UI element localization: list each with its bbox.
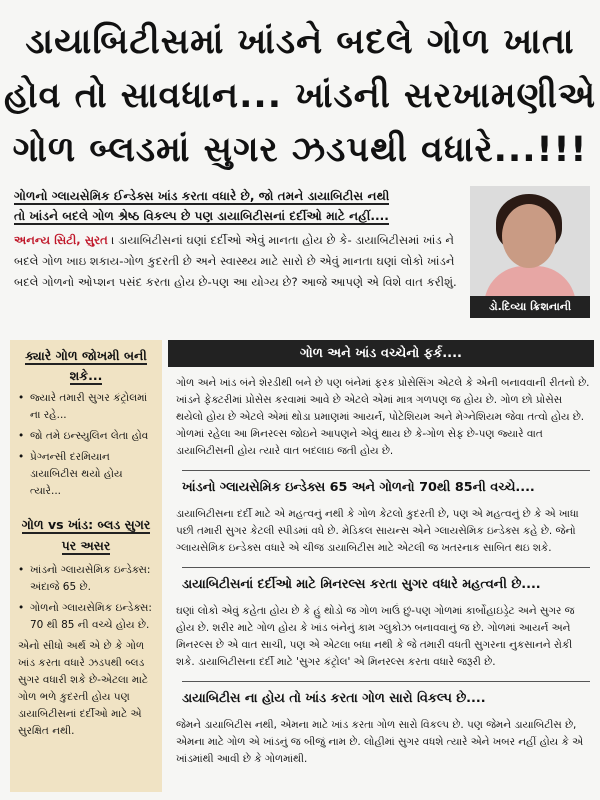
- section-4-heading: ડાયાબિટીસ ના હોય તો ખાંડ કરતા ગોળ સારો વિકલ્પ છે....: [182, 681, 590, 709]
- sidebar-paragraph: એનો સીધો અર્થ એ છે કે ગોળ ખાંડ કરતા વધારે ઝડપથી બ્લડ સુગર વધારી શકે છે-એટલા માટે ગોળ ભળે કુદરતી હોય પણ ડાયાબિટીસનાં દર્દીઓ માટે એ સુરક્ષિત નથી.: [18, 640, 149, 737]
- section-2-heading: ખાંડનો ગ્લાયસેમિક ઇન્ડેક્સ 65 અને ગોળનો 70થી 85ની વચ્ચે....: [182, 470, 590, 498]
- photo-caption: ડો.દિવ્યા ક્રિશનાની: [470, 296, 590, 318]
- dateline: અનન્ય સિટી, સુરત: [14, 233, 108, 247]
- section-4-body: જેમને ડાયાબિટીસ નથી, એમના માટે ખાંડ કરતા ગોળ સારો વિકલ્પ છે. પણ જેમને ડાયાબિટીસ છે, એમના માટે ગોળ એ ખાંડનું જ બીજું નામ છે. લોહીમાં સુગર વધશે ત્યારે એને ખબર નહીં હોય કે એ ખાંડમાંથી આવી છે કે ગોળમાંથી.: [176, 719, 584, 765]
- intro-subheading: [14, 186, 464, 226]
- intro-paragraph: [14, 230, 464, 293]
- section-3-heading: ડાયાબિટીસનાં દર્દીઓ માટે મિનરલ્સ કરતા સુગર વધારે મહત્વની છે....: [182, 567, 590, 595]
- headline-line-1: ડાયાબિટીસમાં ખાંડને બદલે ગોળ ખાતા: [25, 22, 575, 62]
- sidebar-title-risk: [18, 346, 154, 386]
- photo-figure-face: [502, 204, 556, 268]
- intro-subheading-line-1: ગોળનો ગ્લાયસેમિક ઈન્ડેક્સ ખાંડ કરતા વધારે છે, જો તમને ડાયાબિટીસ નથી: [14, 189, 390, 203]
- section-banner: ગોળ અને ખાંડ વચ્ચેનો ફર્ક....: [168, 340, 594, 367]
- list-item: • પ્રેગ્નન્સી દરમિયાન ડાયાબિટીસ થયો હોય ત્યારે...: [18, 449, 154, 500]
- section-1-body: ગોળ અને ખાંડ બંને શેરડીથી બને છે પણ બંનેમાં ફરક પ્રોસેસિંગ એટલે કે એની બનાવવાની રીતનો છે. ખાંડને ફેક્ટરીમાં પ્રોસેસ કરવામાં આવે છે એટલે એમાં માત્ર ગળપણ જ હોય છે. ગોળ છો પ્રોસેસ થયેલો હોય છે એટલે એમાં થોડા પ્રમાણમાં આયર્ન, પોટેશિયમ અને મેગ્નેશિયમ જેવા તત્વો હોય છે. ગોળમાં રહેલા આ મિનરલ્સ જોઇને આપણને એવું થાય છે કે-ગોળ સેફ છે-પણ જ્યારે વાત ડાયાબિટીસની હોય ત્યારે વાત બદલાઇ જતી હોય છે.: [176, 377, 590, 457]
- headline-line-3: ગોળ બ્લડમાં સુગર ઝડપથી વધારે...!!!: [12, 130, 588, 170]
- main-column: [168, 340, 594, 768]
- sidebar-box: [10, 340, 162, 792]
- list-item: • જો તમે ઇન્સ્યુલિન લેતા હોવ: [18, 428, 154, 445]
- sidebar-risk-list: [10, 390, 162, 500]
- section-2-body: ડાયાબિટીસના દર્દી માટે એ મહત્વનું નથી કે ગોળ કેટલો કુદરતી છે, પણ એ મહત્વનું છે કે એ ખાધા પછી તમારી સુગર કેટલી સ્પીડમાં વધે છે. મેડિકલ સાયન્સ એને ગ્લાયસેમિક ઇન્ડેક્સ કહે છે. જેનો ગ્લાયસેમિક ઇન્ડેક્સ વધારે એ ચીજ ડાયાબિટીસ માટે એટલી જ ખતરનાક સાબિત થઇ શકે.: [176, 508, 579, 554]
- list-item: • ખાંડનો ગ્લાયસેમિક ઇન્ડેક્સ: અંદાજે 65 છે.: [18, 562, 154, 596]
- intro-subheading-line-2: તો ખાંડને બદલે ગોળ શ્રેષ્ઠ વિકલ્પ છે પણ ડાયાબિટીસનાં દર્દીઓ માટે નહીં....: [14, 209, 389, 223]
- sidebar-comparison-list: [10, 562, 162, 634]
- sidebar-title-comparison: [18, 514, 154, 556]
- author-photo: [470, 186, 590, 318]
- sidebar-title-comparison-text: ગોળ vs ખાંડ: બ્લડ સુગર પર અસર: [21, 517, 151, 553]
- sidebar-title-risk-text: ક્યારે ગોળ જોખમી બની શકે...: [25, 348, 147, 383]
- headline-line-2: હોવ તો સાવધાન... ખાંડની સરખામણીએ: [3, 76, 596, 116]
- list-item: • ગોળનો ગ્લાયસેમિક ઇન્ડેક્સ: 70 થી 85 ની વચ્ચે હોય છે.: [18, 600, 154, 634]
- section-3-body: ઘણાં લોકો એવું કહેતા હોય છે કે હું થોડો જ ગોળ ખાઉં છું-પણ ગોળમાં કાર્બોહાઇડ્રેટ અને સુગર જ હોય છે. શરીર માટે ગોળ હોય કે ખાંડ બંનેનું કામ ગ્લુકોઝ બનાવવાનું જ છે. ગોળમાં આયર્ન અને મિનરલ્સ છે એ વાત સાચી, પણ એ એટલા બધા નથી કે જે તમારી વધતી સુગરના નુકસાનને રોકી શકે. ડાયાબિટીસના દર્દી માટે 'સુગર કંટ્રોલ' એ મિનરલ્સ કરતા વધારે જરૂરી છે.: [176, 605, 575, 668]
- headline: [0, 0, 600, 183]
- dateline-separator: ।: [111, 233, 119, 247]
- intro: [14, 186, 464, 293]
- list-item: • જ્યારે તમારી સુગર કંટ્રોલમાં ના રહે...: [18, 390, 154, 424]
- intro-body-text: ડાયાબિટીસનાં ઘણાં દર્દીઓ એવું માનતા હોય છે કે- ડાયાબિટીસમાં ખાંડ ને બદલે ગોળ ખાઇ શકાય-ગોળ કુદરતી છે અને સ્વાસ્થ્ય માટે સારો છે એવું માનતા ઘણાં લોકો ખાંડને બદલે ગોળનો ઓપ્શન પસંદ કરતા હોય છે-પણ આ યોગ્ય છે? આજે આપણે એ વિશે વાત કરીશું.: [14, 233, 457, 289]
